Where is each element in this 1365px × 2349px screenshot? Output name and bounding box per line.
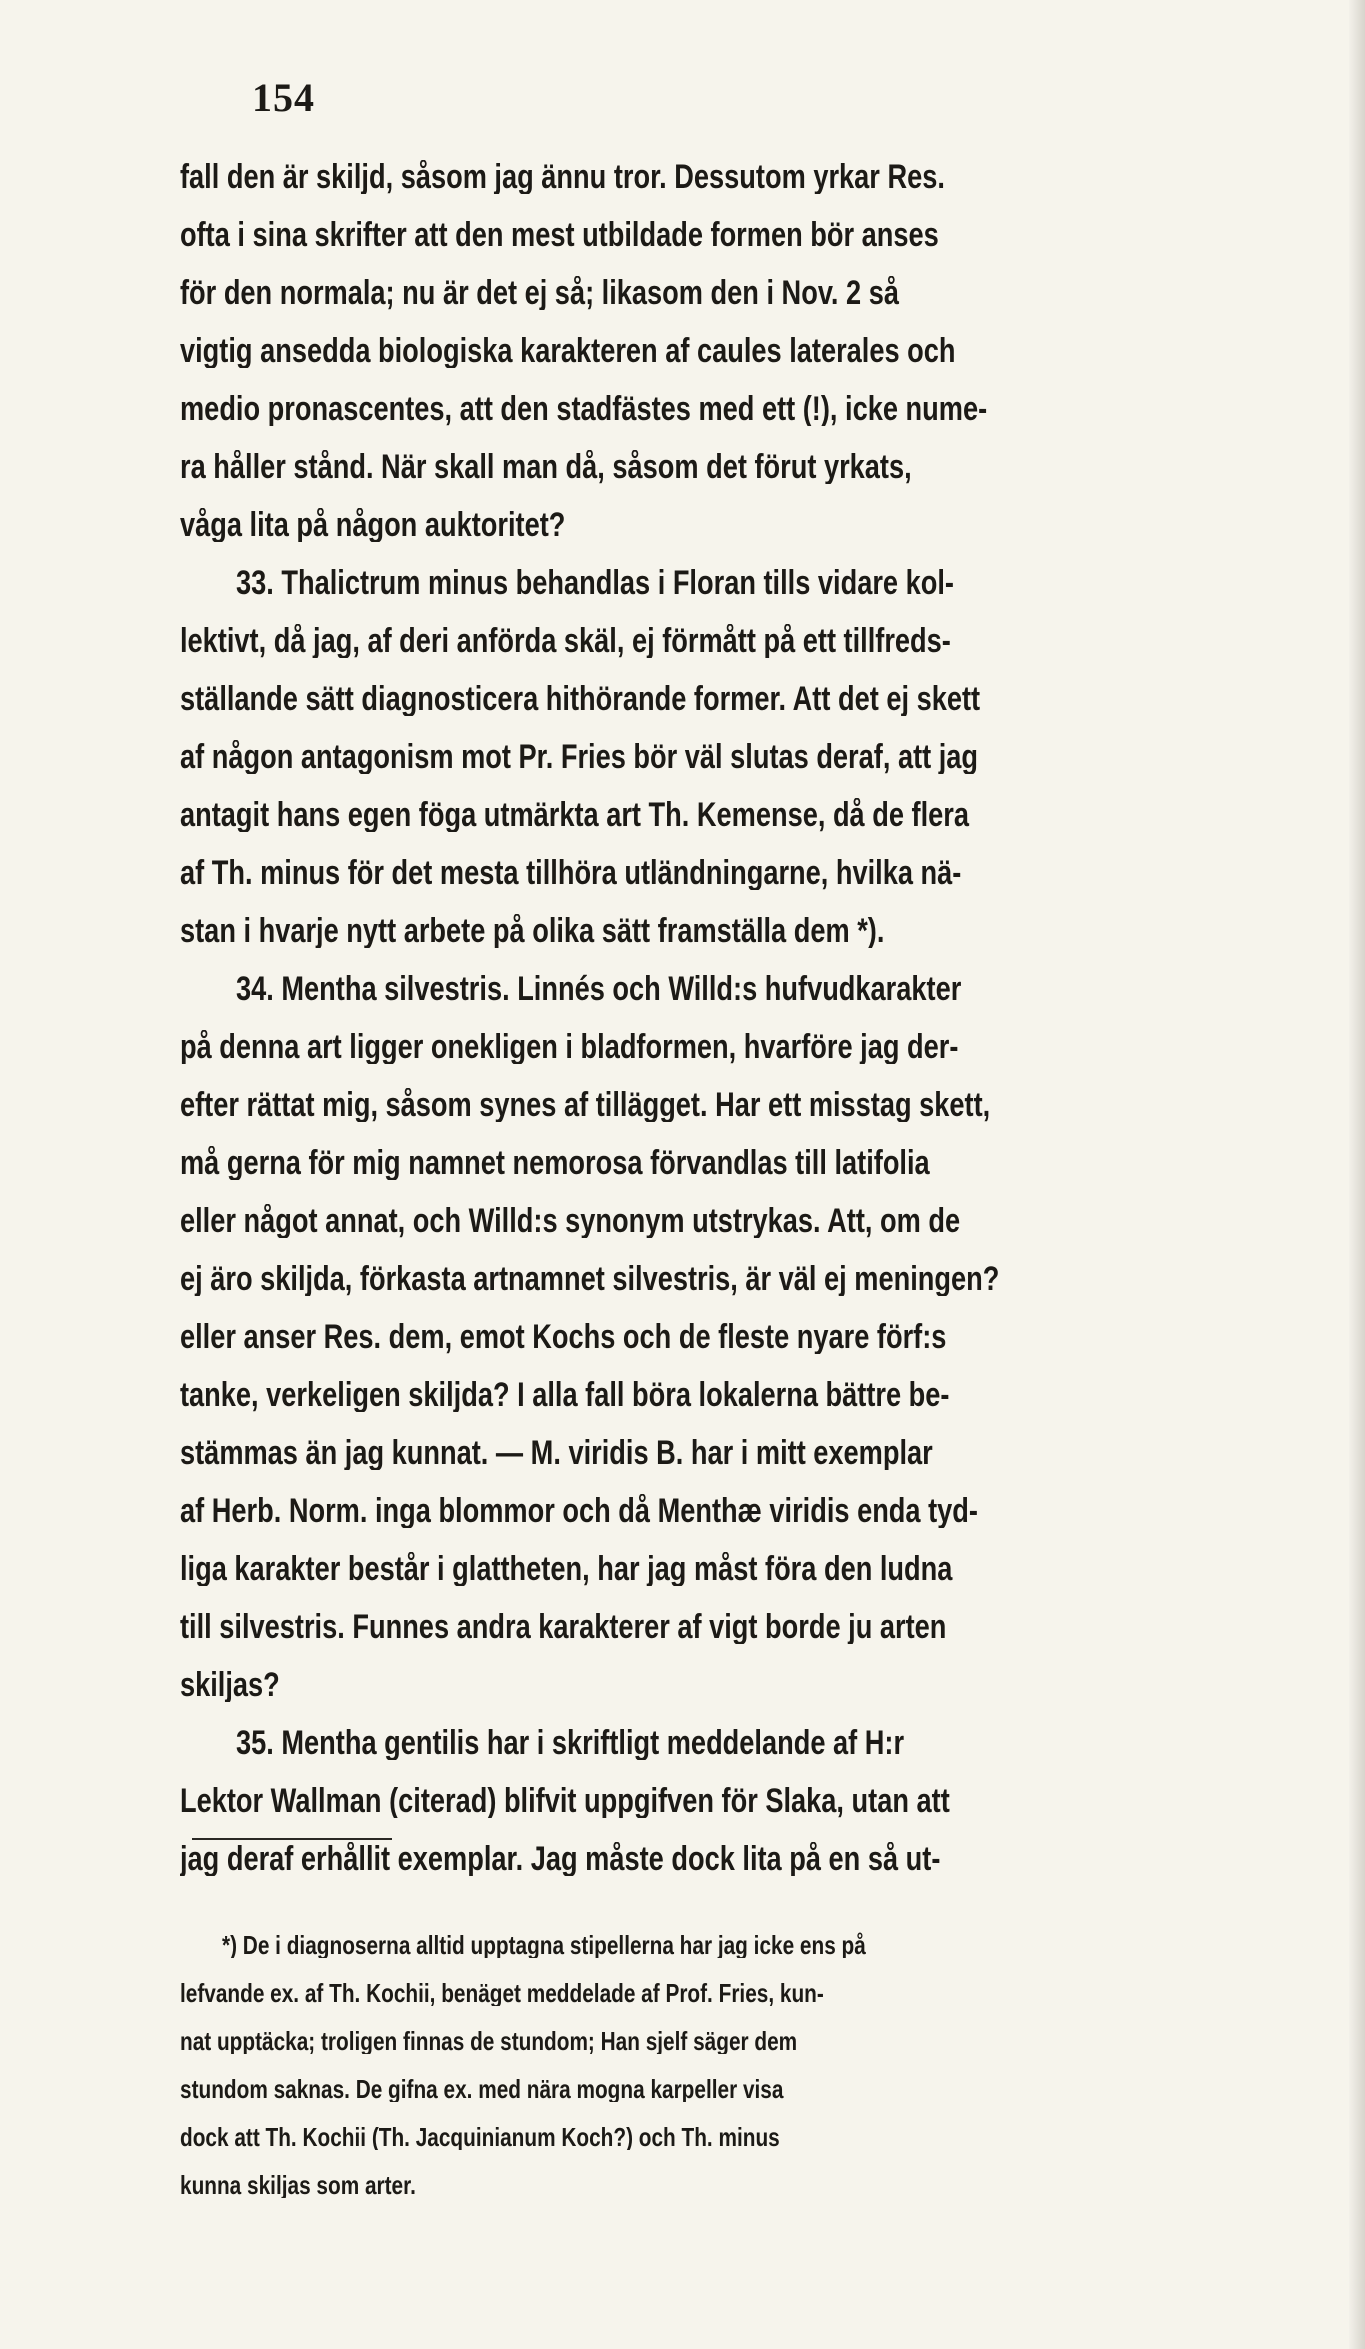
body-line: af Herb. Norm. inga blommor och då Menthæ viridis enda tyd-	[180, 1494, 978, 1528]
footnote-line: *) De i diagnoserna alltid upptagna stipellerna har jag icke ens på	[222, 1932, 866, 1958]
footnote-line: dock att Th. Kochii (Th. Jacquinianum Koch?) och Th. minus	[180, 2124, 780, 2150]
body-line: vigtig ansedda biologiska karakteren af caules laterales och	[180, 334, 956, 368]
body-line: af Th. minus för det mesta tillhöra utländningarne, hvilka nä-	[180, 856, 962, 890]
footnote-line: lefvande ex. af Th. Kochii, benäget meddelade af Prof. Fries, kun-	[180, 1980, 824, 2006]
body-line: jag deraf erhållit exemplar. Jag måste dock lita på en så ut-	[180, 1842, 941, 1876]
body-line: på denna art ligger onekligen i bladformen, hvarföre jag der-	[180, 1030, 959, 1064]
body-line: fall den är skiljd, såsom jag ännu tror. Dessutom yrkar Res.	[180, 160, 945, 194]
body-line: må gerna för mig namnet nemorosa förvandlas till latifolia	[180, 1146, 930, 1180]
body-line: ofta i sina skrifter att den mest utbildade formen bör anses	[180, 218, 939, 252]
body-line: 34. Mentha silvestris. Linnés och Willd:s hufvudkarakter	[236, 972, 962, 1006]
footnote-line: nat upptäcka; troligen finnas de stundom; Han sjelf säger dem	[180, 2028, 798, 2054]
body-line: till silvestris. Funnes andra karakterer af vigt borde ju arten	[180, 1610, 947, 1644]
body-line: ra håller stånd. När skall man då, såsom det förut yrkats,	[180, 450, 912, 484]
body-line: liga karakter består i glattheten, har jag måst föra den ludna	[180, 1552, 953, 1586]
body-line: antagit hans egen föga utmärkta art Th. Kemense, då de flera	[180, 798, 969, 832]
body-line: medio pronascentes, att den stadfästes med ett (!), icke nume-	[180, 392, 988, 426]
body-line: stan i hvarje nytt arbete på olika sätt framställa dem *).	[180, 914, 885, 948]
body-line: Lektor Wallman (citerad) blifvit uppgifven för Slaka, utan att	[180, 1784, 950, 1818]
body-line: skiljas?	[180, 1668, 280, 1702]
footnote-line: stundom saknas. De gifna ex. med nära mogna karpeller visa	[180, 2076, 784, 2102]
footnote-line: kunna skiljas som arter.	[180, 2172, 416, 2198]
body-line: 35. Mentha gentilis har i skriftligt meddelande af H:r	[236, 1726, 905, 1760]
body-line: tanke, verkeligen skiljda? I alla fall böra lokalerna bättre be-	[180, 1378, 950, 1412]
body-line: ej äro skiljda, förkasta artnamnet silvestris, är väl ej meningen?	[180, 1262, 1000, 1296]
body-line: våga lita på någon auktoritet?	[180, 508, 566, 542]
body-line: efter rättat mig, såsom synes af tillägget. Har ett misstag skett,	[180, 1088, 991, 1122]
footnote-rule	[192, 1838, 392, 1840]
body-line: för den normala; nu är det ej så; likasom den i Nov. 2 så	[180, 276, 899, 310]
page-number: 154	[252, 75, 315, 120]
body-line: af någon antagonism mot Pr. Fries bör väl slutas deraf, att jag	[180, 740, 979, 774]
body-line: eller anser Res. dem, emot Kochs och de fleste nyare förf:s	[180, 1320, 947, 1354]
body-line: ställande sätt diagnosticera hithörande former. Att det ej skett	[180, 682, 981, 716]
scan-edge-shadow	[1349, 0, 1365, 2349]
body-line: 33. Thalictrum minus behandlas i Floran tills vidare kol-	[236, 566, 954, 600]
body-line: eller något annat, och Willd:s synonym utstrykas. Att, om de	[180, 1204, 961, 1238]
body-line: stämmas än jag kunnat. — M. viridis B. har i mitt exemplar	[180, 1436, 933, 1470]
body-line: lektivt, då jag, af deri anförda skäl, ej förmått på ett tillfreds-	[180, 624, 951, 658]
